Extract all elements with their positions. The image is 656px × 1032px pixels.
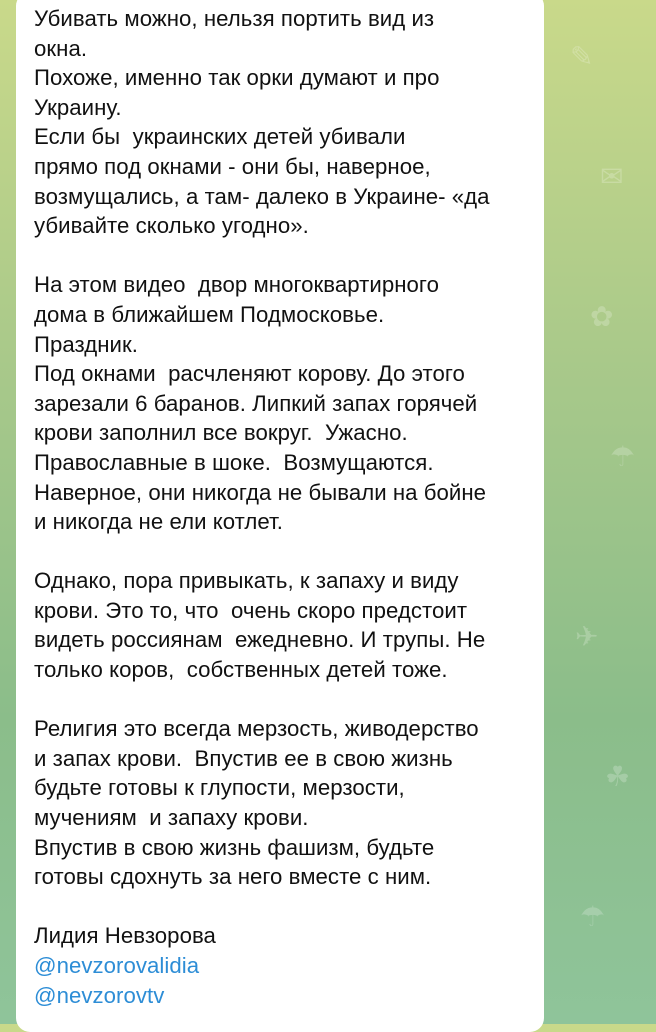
paragraph-gap [34,537,544,567]
message-line: крови. Это то, что очень скоро предстоит [34,597,468,623]
message-line: Под окнами расчленяют корову. До этого [34,361,465,387]
message-line: Если бы украинских детей убивали [34,124,406,150]
message-text [34,4,544,1010]
message-line: возмущались, а там- далеко в Украине- «да [34,183,490,209]
message-line: Праздник. [34,331,138,357]
message-line: и никогда не ели котлет. [34,509,284,535]
wallpaper-doodle-icon: ✈ [575,621,599,652]
wallpaper-doodle-icon: ✿ [590,301,614,332]
message-line: Убивать можно, нельзя портить вид из [34,6,435,31]
message-line: Впустив в свою жизнь фашизм, будьте [34,834,435,860]
paragraph-gap [34,241,544,271]
message-line: Украину. [34,94,122,120]
message-line: мучениям и запаху крови. [34,805,309,831]
message-line: окна. [34,35,88,61]
message-line: и запах крови. Впустив ее в свою жизнь [34,745,453,771]
message-line: Похоже, именно так орки думают и про [34,65,440,91]
message-line: Однако, пора привыкать, к запаху и виду [34,568,459,594]
message-line: видеть россиянам ежедневно. И трупы. Не [34,627,486,653]
channel-link[interactable]: @nevzorovtv [34,982,165,1008]
message-line: дома в ближайшем Подмосковье. [34,301,385,327]
message-line: крови заполнил все вокруг. Ужасно. [34,420,408,446]
paragraph-gap [34,892,544,922]
wallpaper-doodle-icon: ☂ [610,441,636,472]
channel-link[interactable]: @nevzorovalidia [34,953,200,978]
message-line: убивайте сколько угодно». [34,213,309,239]
message-line: Религия это всегда мерзость, живодерство [34,716,479,742]
signature: Лидия Невзорова [34,923,216,949]
message-line: только коров, собственных детей тоже. [34,657,448,683]
message-line: готовы сдохнуть за него вместе с ним. [34,864,432,890]
message-line: будьте готовы к глупости, мерзости, [34,775,405,801]
message-line: Наверное, они никогда не бывали на бойне [34,479,487,505]
paragraph-gap [34,685,544,715]
wallpaper-doodle-icon: ✉ [600,161,624,192]
wallpaper-doodle-icon: ☘ [605,761,631,792]
message-line: На этом видео двор многоквартирного [34,272,439,298]
wallpaper-doodle-icon: ☂ [580,901,606,932]
wallpaper-doodle-icon: ✎ [570,41,594,72]
message-line: зарезали 6 баранов. Липкий запах горячей [34,390,478,416]
message-line: прямо под окнами - они бы, наверное, [34,153,431,179]
message-line: Православные в шоке. Возмущаются. [34,449,434,475]
